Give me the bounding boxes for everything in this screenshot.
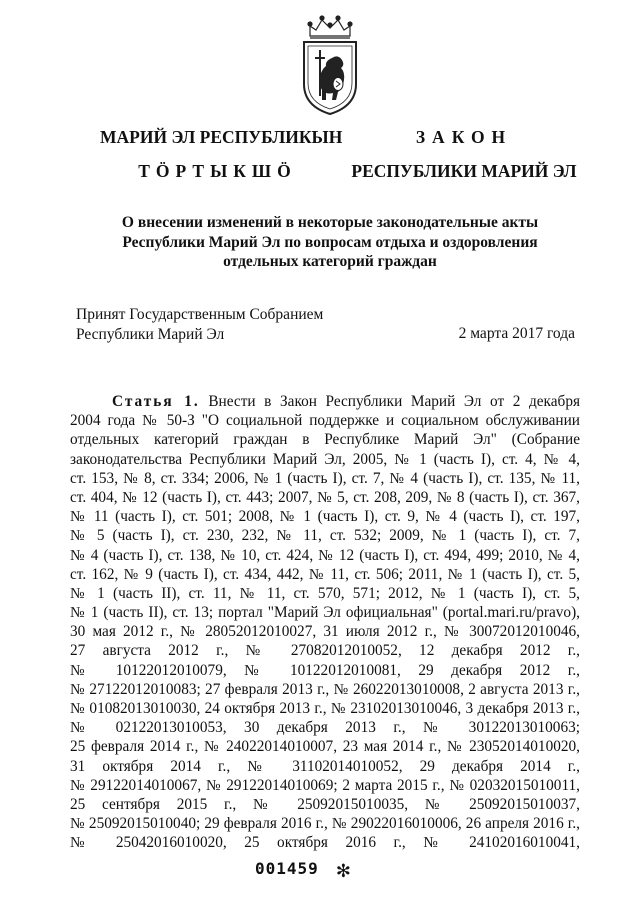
- serial-number-footer: [255, 858, 351, 883]
- republic-name-mari: МАРИЙ ЭЛ РЕСПУБЛИКЫН: [100, 127, 343, 147]
- article-line: 25 февраля 2014 г., № 24022014010007, 23 мая 2014 г., № 23052014010020,: [70, 738, 580, 756]
- law-word-mari: ТӦРТЫКШӦ: [138, 161, 297, 181]
- article-line: 2004 года № 50-З "О социальной поддержке и социальном обслуживании: [70, 412, 580, 430]
- adoption-line: Республики Марий Эл: [76, 325, 225, 343]
- article-line: № 4 (часть I), ст. 138, № 10, ст. 424, № 12 (часть I), ст. 494, 499; 2010, № 4,: [70, 546, 580, 564]
- adoption-statement: [76, 305, 323, 344]
- law-title-line: О внесении изменений в некоторые законодательные акты: [121, 214, 539, 231]
- article-line: № 25042016010020, 25 октября 2016 г., № 24102016010041,: [70, 834, 580, 852]
- article-line: № 1 (часть II), ст. 13; портал "Марий Эл официальная" (portal.mari.ru/pravo),: [70, 604, 580, 622]
- article-line: № 1 (часть II), ст. 11, № 11, ст. 570, 571; 2012, № 1 (часть I), ст. 5,: [70, 584, 580, 602]
- law-title: [80, 213, 580, 272]
- article-line: ст. 404, № 12 (часть I), ст. 443; 2007, № 5, ст. 208, 209, № 8 (часть I), ст. 367,: [70, 488, 580, 506]
- law-title-line: отдельных категорий граждан: [223, 253, 437, 270]
- serial-number: 001459: [255, 859, 319, 878]
- law-title-line: Республики Марий Эл по вопросам отдыха и оздоровления: [122, 233, 538, 251]
- article-line: № 29122014010067, № 29122014010069; 2 марта 2015 г., № 02032015010011,: [70, 776, 580, 794]
- article-line: 25 сентября 2015 г., № 25092015010035, № 25092015010037,: [70, 795, 580, 813]
- header-right: [350, 126, 578, 182]
- article-line: № 10122012010079, № 10122012010081, 29 декабря 2012 г.,: [70, 661, 580, 679]
- article-line: № 25092015010040; 29 февраля 2016 г., № 29022016010006, 26 апреля 2016 г.,: [70, 815, 580, 833]
- article-line: 31 октября 2014 г., № 31102014010052, 29 декабря 2014 г.,: [70, 757, 580, 775]
- coat-of-arms-icon: [296, 14, 364, 118]
- header-left: [100, 126, 343, 182]
- republic-name-russian: РЕСПУБЛИКИ МАРИЙ ЭЛ: [351, 161, 577, 181]
- article-line: законодательства Республики Марий Эл, 2005, № 1 (часть I), ст. 4, № 4,: [70, 450, 580, 468]
- article-line: № 27122012010083; 27 февраля 2013 г., № 26022013010008, 2 августа 2013 г.,: [70, 680, 580, 698]
- asterisk-icon: ✻: [336, 858, 352, 883]
- adoption-line: Принят Государственным Собранием: [76, 306, 324, 323]
- adoption-date: 2 марта 2017 года: [458, 325, 575, 342]
- article-text: Внести в Закон Республики Марий Эл от 2 декабря: [208, 393, 580, 410]
- article-line: ст. 162, № 9 (часть I), ст. 434, 442, № 11, ст. 506; 2011, № 1 (часть I), ст. 5,: [70, 565, 580, 583]
- article-line: № 01082013010030, 24 октября 2013 г., № 23102013010046, 3 декабря 2013 г.,: [70, 700, 580, 717]
- article-line: 30 мая 2012 г., № 28052012010027, 31 июля 2012 г., № 30072012010046,: [70, 623, 580, 641]
- article-1: [70, 392, 580, 853]
- law-word-russian: ЗАКОН: [415, 127, 513, 147]
- article-line: 27 августа 2012 г., № 27082012010052, 12 декабря 2012 г.,: [70, 642, 580, 660]
- article-line: отдельных категорий граждан в Республике Марий Эл" (Собрание: [70, 431, 580, 449]
- article-first-line: [70, 392, 580, 411]
- article-line: № 02122013010053, 30 декабря 2013 г., № 30122013010063;: [70, 719, 580, 737]
- article-label: Статья 1.: [112, 393, 200, 410]
- article-line: № 11 (часть I), ст. 501; 2008, № 1 (часть I), ст. 9, № 4 (часть I), ст. 197,: [70, 508, 580, 526]
- article-line: ст. 153, № 8, ст. 334; 2006, № 1 (часть I), ст. 7, № 4 (часть I), ст. 135, № 11,: [70, 469, 580, 487]
- article-line: № 5 (часть I), ст. 230, 232, № 11, ст. 532; 2009, № 1 (часть I), ст. 7,: [70, 527, 580, 545]
